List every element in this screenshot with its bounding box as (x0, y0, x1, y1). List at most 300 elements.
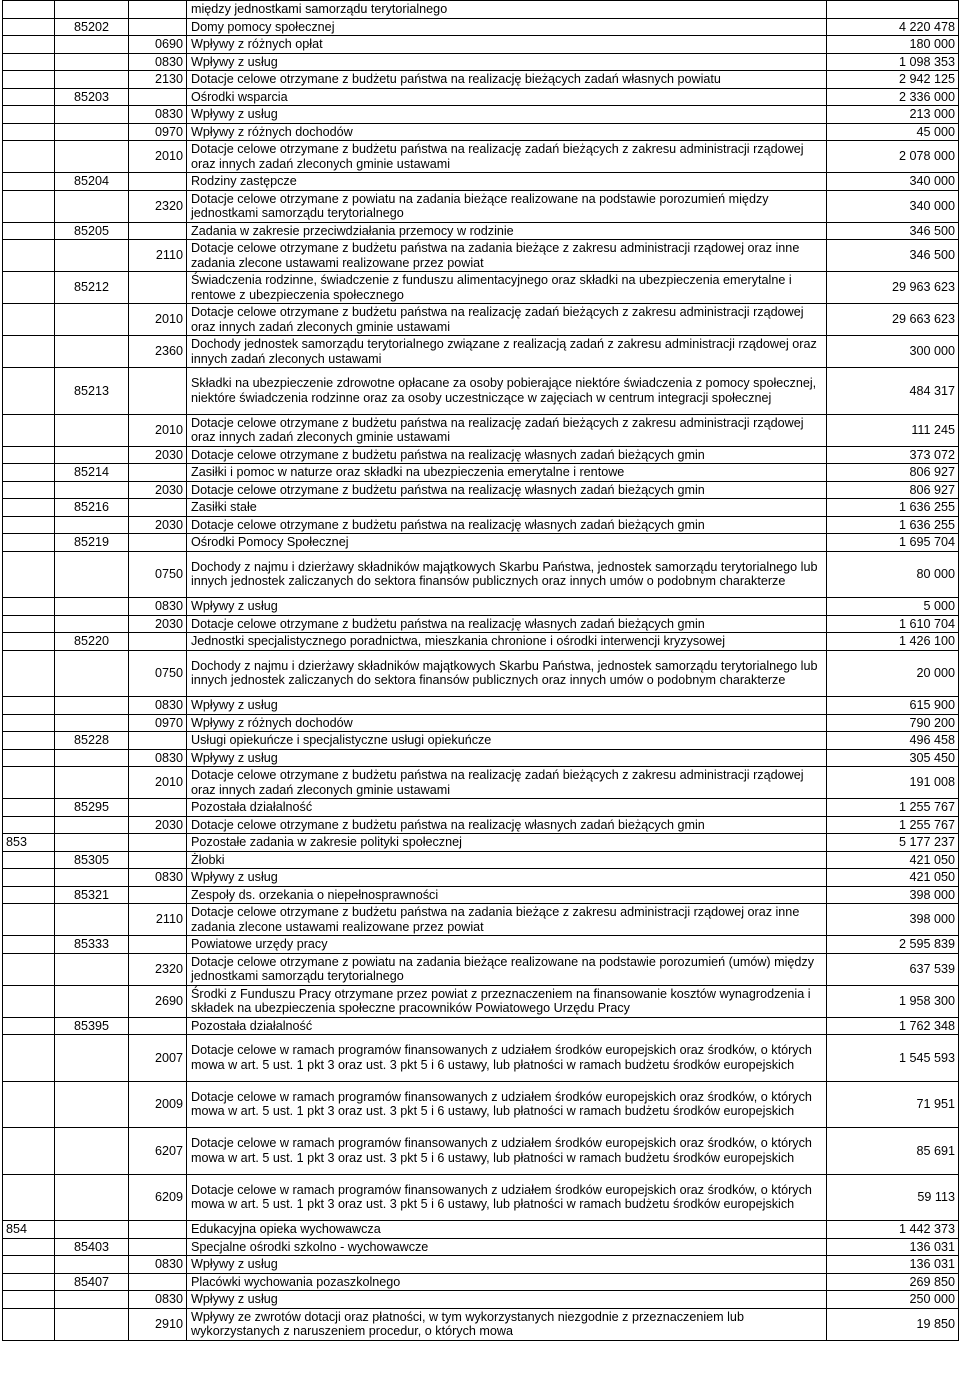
rozdzial-cell (55, 53, 129, 71)
dzial-cell (3, 615, 55, 633)
table-row (3, 446, 959, 464)
paragraf-cell (129, 272, 187, 304)
amount-cell: 59 113 (827, 1174, 959, 1221)
rozdzial-cell (55, 985, 129, 1017)
paragraf-cell: 2010 (129, 304, 187, 336)
amount-cell: 421 050 (827, 869, 959, 887)
paragraf-cell: 2320 (129, 953, 187, 985)
rozdzial-cell: 85220 (55, 633, 129, 651)
description-cell: Dochody jednostek samorządu terytorialnego związane z realizacją zadań z zakresu administracji rządowej oraz innych zadań zleconych ustawami (187, 336, 827, 368)
description-cell: Pozostała działalność (187, 1017, 827, 1035)
amount-cell: 2 078 000 (827, 141, 959, 173)
description-cell: Świadczenia rodzinne, świadczenie z funduszu alimentacyjnego oraz składki na ubezpieczenia emerytalne i rentowe z ubezpieczenia społecznego (187, 272, 827, 304)
rozdzial-cell (55, 304, 129, 336)
paragraf-cell: 2009 (129, 1081, 187, 1128)
paragraf-cell (129, 1017, 187, 1035)
amount-cell: 1 636 255 (827, 516, 959, 534)
description-cell: Wpływy z różnych dochodów (187, 714, 827, 732)
paragraf-cell (129, 1238, 187, 1256)
table-row (3, 633, 959, 651)
rozdzial-cell: 85333 (55, 936, 129, 954)
description-cell: Dotacje celowe otrzymane z powiatu na zadania bieżące realizowane na podstawie porozumień między jednostkami samorządu terytorialnego (187, 190, 827, 222)
paragraf-cell (129, 799, 187, 817)
description-cell: Wpływy z usług (187, 749, 827, 767)
dzial-cell (3, 816, 55, 834)
amount-cell: 2 942 125 (827, 71, 959, 89)
dzial-cell: 854 (3, 1221, 55, 1239)
paragraf-cell (129, 1, 187, 19)
description-cell: Wpływy z usług (187, 1256, 827, 1274)
dzial-cell (3, 1017, 55, 1035)
description-cell: Dotacje celowe otrzymane z budżetu państwa na zadania bieżące z zakresu administracji rządowej oraz inne zadania zlecone ustawami realizowane przez powiat (187, 240, 827, 272)
dzial-cell (3, 481, 55, 499)
table-row (3, 1238, 959, 1256)
budget-revenue-table (2, 0, 959, 1341)
description-cell: Dochody z najmu i dzierżawy składników majątkowych Skarbu Państwa, jednostek samorządu terytorialnego lub innych jednostek zaliczanych do sektora finansów publicznych oraz innych umów o podobnym charakterze (187, 551, 827, 598)
rozdzial-cell (55, 697, 129, 715)
table-row (3, 1174, 959, 1221)
dzial-cell (3, 749, 55, 767)
description-cell: Ośrodki wsparcia (187, 88, 827, 106)
description-cell: Placówki wychowania pozaszkolnego (187, 1273, 827, 1291)
description-cell: Wpływy z usług (187, 598, 827, 616)
table-row (3, 1081, 959, 1128)
amount-cell: 19 850 (827, 1308, 959, 1340)
table-row (3, 732, 959, 750)
table-row (3, 1291, 959, 1309)
rozdzial-cell (55, 598, 129, 616)
amount-cell: 340 000 (827, 190, 959, 222)
amount-cell: 398 000 (827, 904, 959, 936)
amount-cell: 1 255 767 (827, 816, 959, 834)
table-row (3, 886, 959, 904)
dzial-cell (3, 1291, 55, 1309)
rozdzial-cell (55, 240, 129, 272)
table-row (3, 767, 959, 799)
amount-cell: 191 008 (827, 767, 959, 799)
dzial-cell (3, 1128, 55, 1175)
rozdzial-cell (55, 516, 129, 534)
dzial-cell (3, 88, 55, 106)
paragraf-cell (129, 633, 187, 651)
description-cell: Dotacje celowe otrzymane z budżetu państwa na realizację zadań bieżących z zakresu administracji rządowej oraz innych zadań zleconych gminie ustawami (187, 767, 827, 799)
dzial-cell (3, 336, 55, 368)
rozdzial-cell (55, 1128, 129, 1175)
amount-cell: 421 050 (827, 851, 959, 869)
table-row (3, 1308, 959, 1340)
rozdzial-cell (55, 414, 129, 446)
paragraf-cell: 2030 (129, 446, 187, 464)
amount-cell: 4 220 478 (827, 18, 959, 36)
amount-cell: 2 595 839 (827, 936, 959, 954)
table-row (3, 534, 959, 552)
table-row (3, 598, 959, 616)
table-row (3, 173, 959, 191)
rozdzial-cell (55, 834, 129, 852)
rozdzial-cell: 85228 (55, 732, 129, 750)
description-cell: Zespoły ds. orzekania o niepełnosprawności (187, 886, 827, 904)
table-row (3, 304, 959, 336)
amount-cell: 250 000 (827, 1291, 959, 1309)
rozdzial-cell (55, 190, 129, 222)
table-row (3, 481, 959, 499)
paragraf-cell: 0830 (129, 697, 187, 715)
amount-cell: 398 000 (827, 886, 959, 904)
table-row (3, 272, 959, 304)
paragraf-cell: 2030 (129, 481, 187, 499)
table-row (3, 1128, 959, 1175)
rozdzial-cell (55, 816, 129, 834)
dzial-cell (3, 767, 55, 799)
dzial-cell (3, 1238, 55, 1256)
table-row (3, 36, 959, 54)
dzial-cell (3, 904, 55, 936)
description-cell: Pozostała działalność (187, 799, 827, 817)
dzial-cell (3, 71, 55, 89)
paragraf-cell (129, 1273, 187, 1291)
amount-cell: 29 663 623 (827, 304, 959, 336)
amount-cell: 45 000 (827, 123, 959, 141)
description-cell: Zasiłki i pomoc w naturze oraz składki na ubezpieczenia emerytalne i rentowe (187, 464, 827, 482)
paragraf-cell: 2007 (129, 1035, 187, 1082)
paragraf-cell: 0690 (129, 36, 187, 54)
description-cell: Zasiłki stałe (187, 499, 827, 517)
dzial-cell (3, 697, 55, 715)
dzial-cell (3, 53, 55, 71)
description-cell: Dotacje celowe otrzymane z budżetu państwa na realizację własnych zadań bieżących gmin (187, 481, 827, 499)
rozdzial-cell (55, 650, 129, 697)
dzial-cell (3, 368, 55, 415)
amount-cell: 305 450 (827, 749, 959, 767)
table-row (3, 816, 959, 834)
description-cell: między jednostkami samorządu terytorialnego (187, 1, 827, 19)
paragraf-cell (129, 732, 187, 750)
description-cell: Dotacje celowe w ramach programów finansowanych z udziałem środków europejskich oraz środków, o których mowa w art. 5 ust. 1 pkt 3 oraz ust. 3 pkt 5 i 6 ustawy, lub płatności w ramach budżetu środków europejskich (187, 1081, 827, 1128)
description-cell: Dotacje celowe w ramach programów finansowanych z udziałem środków europejskich oraz środków, o których mowa w art. 5 ust. 1 pkt 3 oraz ust. 3 pkt 5 i 6 ustawy, lub płatności w ramach budżetu środków europejskich (187, 1174, 827, 1221)
paragraf-cell (129, 851, 187, 869)
description-cell: Dotacje celowe otrzymane z budżetu państwa na realizację bieżących zadań własnych powiatu (187, 71, 827, 89)
amount-cell: 1 695 704 (827, 534, 959, 552)
dzial-cell (3, 190, 55, 222)
table-row (3, 499, 959, 517)
amount-cell: 180 000 (827, 36, 959, 54)
rozdzial-cell (55, 1308, 129, 1340)
dzial-cell (3, 18, 55, 36)
table-row (3, 88, 959, 106)
table-body (3, 1, 959, 1341)
table-row (3, 464, 959, 482)
description-cell: Dotacje celowe w ramach programów finansowanych z udziałem środków europejskich oraz środków, o których mowa w art. 5 ust. 1 pkt 3 oraz ust. 3 pkt 5 i 6 ustawy, lub płatności w ramach budżetu środków europejskich (187, 1035, 827, 1082)
table-row (3, 123, 959, 141)
description-cell: Dotacje celowe otrzymane z budżetu państwa na realizację zadań bieżących z zakresu administracji rządowej oraz innych zadań zleconych gminie ustawami (187, 141, 827, 173)
paragraf-cell (129, 534, 187, 552)
description-cell: Środki z Funduszu Pracy otrzymane przez powiat z przeznaczeniem na finansowanie kosztów wynagrodzenia i składek na ubezpieczenia społeczne pracowników Powiatowego Urzędu Pracy (187, 985, 827, 1017)
paragraf-cell (129, 499, 187, 517)
description-cell: Jednostki specjalistycznego poradnictwa, mieszkania chronione i ośrodki interwencji kryzysowej (187, 633, 827, 651)
amount-cell: 213 000 (827, 106, 959, 124)
dzial-cell (3, 446, 55, 464)
description-cell: Ośrodki Pomocy Społecznej (187, 534, 827, 552)
description-cell: Dotacje celowe otrzymane z budżetu państwa na realizację własnych zadań bieżących gmin (187, 516, 827, 534)
paragraf-cell: 0830 (129, 749, 187, 767)
description-cell: Żłobki (187, 851, 827, 869)
rozdzial-cell (55, 1291, 129, 1309)
dzial-cell (3, 1308, 55, 1340)
amount-cell: 1 442 373 (827, 1221, 959, 1239)
rozdzial-cell: 85203 (55, 88, 129, 106)
table-row (3, 749, 959, 767)
rozdzial-cell: 85395 (55, 1017, 129, 1035)
table-row (3, 985, 959, 1017)
table-row (3, 1273, 959, 1291)
description-cell: Wpływy z usług (187, 53, 827, 71)
amount-cell: 1 958 300 (827, 985, 959, 1017)
amount-cell: 1 762 348 (827, 1017, 959, 1035)
amount-cell: 136 031 (827, 1256, 959, 1274)
table-row (3, 714, 959, 732)
table-row (3, 551, 959, 598)
table-row (3, 516, 959, 534)
amount-cell: 637 539 (827, 953, 959, 985)
description-cell: Dotacje celowe otrzymane z budżetu państwa na realizację własnych zadań bieżących gmin (187, 446, 827, 464)
table-row (3, 1017, 959, 1035)
description-cell: Dotacje celowe otrzymane z powiatu na zadania bieżące realizowane na podstawie porozumień (umów) między jednostkami samorządu terytorialnego (187, 953, 827, 985)
rozdzial-cell (55, 336, 129, 368)
paragraf-cell: 0970 (129, 123, 187, 141)
paragraf-cell (129, 222, 187, 240)
description-cell: Składki na ubezpieczenie zdrowotne opłacane za osoby pobierające niektóre świadczenia z pomocy społecznej, niektóre świadczenia rodzinne oraz za osoby uczestniczące w zajęciach w centrum integracji społecznej (187, 368, 827, 415)
dzial-cell (3, 222, 55, 240)
paragraf-cell: 0750 (129, 650, 187, 697)
rozdzial-cell (55, 446, 129, 464)
amount-cell: 1 426 100 (827, 633, 959, 651)
paragraf-cell: 2030 (129, 816, 187, 834)
rozdzial-cell: 85212 (55, 272, 129, 304)
rozdzial-cell: 85202 (55, 18, 129, 36)
dzial-cell (3, 799, 55, 817)
dzial-cell (3, 650, 55, 697)
description-cell: Pozostałe zadania w zakresie polityki społecznej (187, 834, 827, 852)
amount-cell: 29 963 623 (827, 272, 959, 304)
paragraf-cell: 2910 (129, 1308, 187, 1340)
paragraf-cell: 6207 (129, 1128, 187, 1175)
description-cell: Zadania w zakresie przeciwdziałania przemocy w rodzinie (187, 222, 827, 240)
dzial-cell (3, 598, 55, 616)
description-cell: Wpływy ze zwrotów dotacji oraz płatności, w tym wykorzystanych niezgodnie z przeznaczeniem lub wykorzystanych z naruszeniem procedur, o których mowa (187, 1308, 827, 1340)
description-cell: Wpływy z różnych opłat (187, 36, 827, 54)
rozdzial-cell (55, 106, 129, 124)
description-cell: Powiatowe urzędy pracy (187, 936, 827, 954)
paragraf-cell: 0750 (129, 551, 187, 598)
dzial-cell (3, 633, 55, 651)
dzial-cell (3, 1035, 55, 1082)
amount-cell: 346 500 (827, 222, 959, 240)
paragraf-cell: 2320 (129, 190, 187, 222)
dzial-cell (3, 551, 55, 598)
description-cell: Dotacje celowe otrzymane z budżetu państwa na realizację własnych zadań bieżących gmin (187, 615, 827, 633)
table-row (3, 190, 959, 222)
table-row (3, 851, 959, 869)
paragraf-cell: 0830 (129, 1256, 187, 1274)
paragraf-cell: 2010 (129, 141, 187, 173)
dzial-cell: 853 (3, 834, 55, 852)
table-row (3, 336, 959, 368)
rozdzial-cell (55, 953, 129, 985)
table-row (3, 650, 959, 697)
table-row (3, 697, 959, 715)
rozdzial-cell: 85214 (55, 464, 129, 482)
description-cell: Dotacje celowe otrzymane z budżetu państwa na realizację własnych zadań bieżących gmin (187, 816, 827, 834)
dzial-cell (3, 869, 55, 887)
dzial-cell (3, 886, 55, 904)
dzial-cell (3, 534, 55, 552)
dzial-cell (3, 173, 55, 191)
paragraf-cell (129, 173, 187, 191)
rozdzial-cell: 85219 (55, 534, 129, 552)
amount-cell: 615 900 (827, 697, 959, 715)
dzial-cell (3, 141, 55, 173)
table-row (3, 368, 959, 415)
description-cell: Rodziny zastępcze (187, 173, 827, 191)
amount-cell: 340 000 (827, 173, 959, 191)
amount-cell: 806 927 (827, 464, 959, 482)
paragraf-cell: 2030 (129, 615, 187, 633)
paragraf-cell: 2010 (129, 414, 187, 446)
amount-cell: 1 636 255 (827, 499, 959, 517)
amount-cell: 1 610 704 (827, 615, 959, 633)
rozdzial-cell (55, 1221, 129, 1239)
paragraf-cell: 2690 (129, 985, 187, 1017)
amount-cell: 5 177 237 (827, 834, 959, 852)
dzial-cell (3, 1081, 55, 1128)
amount-cell: 300 000 (827, 336, 959, 368)
table-row (3, 615, 959, 633)
paragraf-cell (129, 834, 187, 852)
paragraf-cell: 2010 (129, 767, 187, 799)
rozdzial-cell (55, 615, 129, 633)
amount-cell: 806 927 (827, 481, 959, 499)
paragraf-cell: 0830 (129, 106, 187, 124)
amount-cell: 790 200 (827, 714, 959, 732)
rozdzial-cell: 85295 (55, 799, 129, 817)
dzial-cell (3, 851, 55, 869)
amount-cell (827, 1, 959, 19)
dzial-cell (3, 936, 55, 954)
description-cell: Domy pomocy społecznej (187, 18, 827, 36)
table-row (3, 799, 959, 817)
table-row (3, 240, 959, 272)
table-row (3, 1221, 959, 1239)
table-row (3, 936, 959, 954)
dzial-cell (3, 1174, 55, 1221)
table-row (3, 18, 959, 36)
dzial-cell (3, 106, 55, 124)
paragraf-cell: 2360 (129, 336, 187, 368)
table-row (3, 1256, 959, 1274)
dzial-cell (3, 1256, 55, 1274)
rozdzial-cell (55, 1, 129, 19)
description-cell: Dotacje celowe otrzymane z budżetu państwa na realizację zadań bieżących z zakresu administracji rządowej oraz innych zadań zleconych gminie ustawami (187, 304, 827, 336)
description-cell: Wpływy z różnych dochodów (187, 123, 827, 141)
rozdzial-cell: 85205 (55, 222, 129, 240)
description-cell: Wpływy z usług (187, 697, 827, 715)
dzial-cell (3, 414, 55, 446)
amount-cell: 136 031 (827, 1238, 959, 1256)
rozdzial-cell (55, 551, 129, 598)
dzial-cell (3, 272, 55, 304)
paragraf-cell (129, 368, 187, 415)
dzial-cell (3, 1, 55, 19)
paragraf-cell: 0830 (129, 53, 187, 71)
rozdzial-cell: 85407 (55, 1273, 129, 1291)
rozdzial-cell (55, 481, 129, 499)
table-row (3, 953, 959, 985)
rozdzial-cell: 85403 (55, 1238, 129, 1256)
table-row (3, 1035, 959, 1082)
description-cell: Edukacyjna opieka wychowawcza (187, 1221, 827, 1239)
amount-cell: 269 850 (827, 1273, 959, 1291)
rozdzial-cell (55, 141, 129, 173)
table-row (3, 414, 959, 446)
amount-cell: 346 500 (827, 240, 959, 272)
description-cell: Dotacje celowe otrzymane z budżetu państwa na zadania bieżące z zakresu administracji rządowej oraz inne zadania zlecone ustawami realizowane przez powiat (187, 904, 827, 936)
dzial-cell (3, 123, 55, 141)
rozdzial-cell (55, 904, 129, 936)
dzial-cell (3, 304, 55, 336)
rozdzial-cell: 85216 (55, 499, 129, 517)
rozdzial-cell (55, 714, 129, 732)
table-row (3, 53, 959, 71)
dzial-cell (3, 714, 55, 732)
amount-cell: 496 458 (827, 732, 959, 750)
amount-cell: 80 000 (827, 551, 959, 598)
table-row (3, 1, 959, 19)
description-cell: Dotacje celowe w ramach programów finansowanych z udziałem środków europejskich oraz środków, o których mowa w art. 5 ust. 1 pkt 3 oraz ust. 3 pkt 5 i 6 ustawy, lub płatności w ramach budżetu środków europejskich (187, 1128, 827, 1175)
paragraf-cell: 0830 (129, 1291, 187, 1309)
rozdzial-cell: 85305 (55, 851, 129, 869)
dzial-cell (3, 1273, 55, 1291)
dzial-cell (3, 36, 55, 54)
paragraf-cell: 2130 (129, 71, 187, 89)
rozdzial-cell: 85204 (55, 173, 129, 191)
dzial-cell (3, 464, 55, 482)
description-cell: Usługi opiekuńcze i specjalistyczne usługi opiekuńcze (187, 732, 827, 750)
paragraf-cell: 2030 (129, 516, 187, 534)
description-cell: Wpływy z usług (187, 1291, 827, 1309)
dzial-cell (3, 516, 55, 534)
dzial-cell (3, 732, 55, 750)
rozdzial-cell (55, 1256, 129, 1274)
paragraf-cell (129, 936, 187, 954)
paragraf-cell (129, 88, 187, 106)
rozdzial-cell (55, 749, 129, 767)
paragraf-cell (129, 18, 187, 36)
amount-cell: 1 255 767 (827, 799, 959, 817)
table-row (3, 106, 959, 124)
table-row (3, 834, 959, 852)
table-row (3, 904, 959, 936)
table-row (3, 222, 959, 240)
rozdzial-cell (55, 71, 129, 89)
paragraf-cell (129, 464, 187, 482)
paragraf-cell: 6209 (129, 1174, 187, 1221)
table-row (3, 869, 959, 887)
paragraf-cell: 2110 (129, 904, 187, 936)
rozdzial-cell (55, 1081, 129, 1128)
amount-cell: 20 000 (827, 650, 959, 697)
rozdzial-cell (55, 36, 129, 54)
rozdzial-cell (55, 767, 129, 799)
